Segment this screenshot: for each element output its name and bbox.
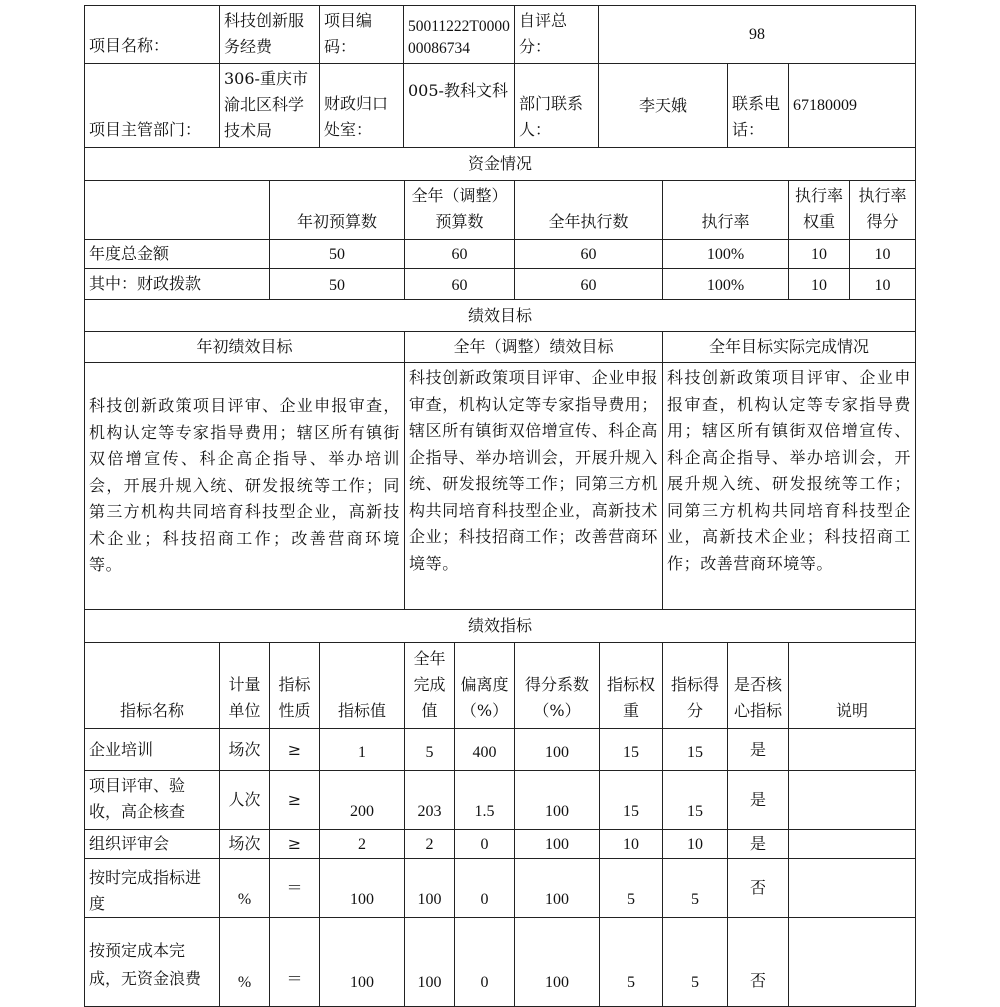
ind-row-core: 否 — [727, 917, 789, 1007]
contact-label: 部门联系人： — [514, 63, 599, 148]
ind-header-deviation: 偏离度（%） — [454, 642, 515, 729]
goals-header-initial: 年初绩效目标 — [84, 331, 405, 363]
ind-row-nature: ＝ — [269, 917, 320, 1007]
funding-header-score: 执行率得分 — [849, 180, 916, 240]
ind-row-unit: 场次 — [219, 829, 270, 859]
ind-row-score: 15 — [662, 770, 728, 830]
ind-row-nature: ＝ — [269, 858, 320, 918]
ind-header-name: 指标名称 — [84, 642, 220, 729]
ind-row-name: 按预定成本完成，无资金浪费 — [84, 917, 220, 1007]
ind-row-unit: % — [219, 858, 270, 918]
project-name-label: 项目名称： — [84, 5, 220, 64]
ind-row-note — [788, 917, 916, 1007]
funding-row-rate: 100% — [662, 239, 789, 269]
funding-row-weight: 10 — [788, 239, 850, 269]
goals-section-title: 绩效目标 — [84, 299, 916, 332]
ind-row-actual: 2 — [404, 829, 455, 859]
ind-row-nature: ≥ — [269, 770, 320, 830]
goals-actual-text: 科技创新政策项目评审、企业申报审查，机构认定等专家指导费用；辖区所有镇街双倍增宣传、科企高企指导、举办培训会，开展升规入统、研发报统等工作；同第三方机构共同培育科技型企业，高新技术企业；科技招商工作；改善营商环境等。 — [662, 362, 916, 610]
ind-row-actual: 100 — [404, 858, 455, 918]
ind-header-target: 指标值 — [319, 642, 405, 729]
funding-header-adjusted: 全年（调整）预算数 — [404, 180, 515, 240]
goals-header-actual: 全年目标实际完成情况 — [662, 331, 916, 363]
contact-value: 李天娥 — [598, 63, 728, 148]
ind-header-weight: 指标权重 — [599, 642, 663, 729]
ind-row-actual: 5 — [404, 728, 455, 771]
ind-row-coef: 100 — [514, 728, 600, 771]
ind-row-deviation: 1.5 — [454, 770, 515, 830]
funding-row-rate: 100% — [662, 268, 789, 300]
ind-row-weight: 15 — [599, 728, 663, 771]
ind-row-target: 1 — [319, 728, 405, 771]
ind-row-score: 10 — [662, 829, 728, 859]
ind-header-core: 是否核心指标 — [727, 642, 789, 729]
ind-row-weight: 15 — [599, 770, 663, 830]
funding-row-weight: 10 — [788, 268, 850, 300]
ind-row-note — [788, 858, 916, 918]
goals-initial-text-cell — [84, 362, 405, 610]
ind-row-score: 5 — [662, 917, 728, 1007]
self-score-label: 自评总分： — [514, 5, 599, 64]
goals-header-adjusted: 全年（调整）绩效目标 — [404, 331, 663, 363]
ind-row-score: 15 — [662, 728, 728, 771]
indicators-section-title: 绩效指标 — [84, 609, 916, 643]
goals-initial-text: 科技创新政策项目评审、企业申报审查，机构认定等专家指导费用；辖区所有镇街双倍增宣传、科企高企指导、举办培训会，开展升规入统、研发报统等工作；同第三方机构共同培育科技型企业，高新技术企业；科技招商工作；改善营商环境等。 — [89, 396, 400, 575]
ind-row-weight: 5 — [599, 917, 663, 1007]
ind-row-name: 组织评审会 — [84, 829, 220, 859]
project-code-label: 项目编码： — [319, 5, 404, 64]
ind-row-coef: 100 — [514, 917, 600, 1007]
ind-row-core: 否 — [727, 858, 789, 918]
ind-row-target: 100 — [319, 917, 405, 1007]
phone-value: 67180009 — [788, 63, 916, 148]
funding-row-initial: 50 — [269, 268, 405, 300]
funding-row-label: 其中：财政拨款 — [84, 268, 270, 300]
ind-header-nature: 指标性质 — [269, 642, 320, 729]
funding-row-adjusted: 60 — [404, 268, 515, 300]
ind-row-nature: ≥ — [269, 829, 320, 859]
ind-row-weight: 5 — [599, 858, 663, 918]
funding-header-initial: 年初预算数 — [269, 180, 405, 240]
funding-row-executed: 60 — [514, 268, 663, 300]
ind-row-coef: 100 — [514, 858, 600, 918]
ind-header-unit: 计量单位 — [219, 642, 270, 729]
ind-row-coef: 100 — [514, 770, 600, 830]
ind-row-deviation: 0 — [454, 917, 515, 1007]
ind-row-note — [788, 829, 916, 859]
phone-label: 联系电话： — [727, 63, 789, 148]
ind-row-name: 企业培训 — [84, 728, 220, 771]
funding-header-weight: 执行率权重 — [788, 180, 850, 240]
project-code-value: 50011222T000000086734 — [403, 5, 515, 64]
ind-row-unit: 场次 — [219, 728, 270, 771]
funding-header-executed: 全年执行数 — [514, 180, 663, 240]
ind-row-core: 是 — [727, 728, 789, 771]
finance-office-label: 财政归口处室： — [319, 63, 404, 148]
ind-row-deviation: 0 — [454, 829, 515, 859]
funding-row-label: 年度总金额 — [84, 239, 270, 269]
ind-row-unit: 人次 — [219, 770, 270, 830]
ind-header-score: 指标得分 — [662, 642, 728, 729]
ind-row-note — [788, 770, 916, 830]
funding-row-adjusted: 60 — [404, 239, 515, 269]
ind-header-coef: 得分系数（%） — [514, 642, 600, 729]
ind-row-coef: 100 — [514, 829, 600, 859]
ind-header-note: 说明 — [788, 642, 916, 729]
ind-row-nature: ≥ — [269, 728, 320, 771]
ind-row-score: 5 — [662, 858, 728, 918]
ind-row-core: 是 — [727, 829, 789, 859]
ind-row-target: 2 — [319, 829, 405, 859]
dept-value: 306-重庆市渝北区科学技术局 — [219, 63, 320, 148]
dept-label: 项目主管部门： — [84, 63, 220, 148]
ind-row-target: 200 — [319, 770, 405, 830]
funding-row-initial: 50 — [269, 239, 405, 269]
ind-row-deviation: 0 — [454, 858, 515, 918]
funding-header-rate: 执行率 — [662, 180, 789, 240]
ind-row-name: 按时完成指标进度 — [84, 858, 220, 918]
ind-row-core: 是 — [727, 770, 789, 830]
ind-row-actual: 100 — [404, 917, 455, 1007]
self-score-value: 98 — [598, 5, 916, 64]
project-name-value: 科技创新服务经费 — [219, 5, 320, 64]
ind-row-note — [788, 728, 916, 771]
funding-row-executed: 60 — [514, 239, 663, 269]
ind-row-deviation: 400 — [454, 728, 515, 771]
ind-row-target: 100 — [319, 858, 405, 918]
finance-office-value: 005-教科文科 — [403, 63, 515, 148]
ind-row-unit: % — [219, 917, 270, 1007]
ind-header-actual: 全年完成值 — [404, 642, 455, 729]
ind-row-name: 项目评审、验收，高企核查 — [84, 770, 220, 830]
funding-row-score: 10 — [849, 268, 916, 300]
ind-row-weight: 10 — [599, 829, 663, 859]
ind-row-actual: 203 — [404, 770, 455, 830]
funding-row-score: 10 — [849, 239, 916, 269]
goals-adjusted-text: 科技创新政策项目评审、企业申报审查，机构认定等专家指导费用；辖区所有镇街双倍增宣传、科企高企指导、举办培训会，开展升规入统、研发报统等工作；同第三方机构共同培育科技型企业，高新技术企业；科技招商工作；改善营商环境等。 — [404, 362, 663, 610]
funding-section-title: 资金情况 — [84, 147, 916, 181]
funding-header-blank — [84, 180, 270, 240]
